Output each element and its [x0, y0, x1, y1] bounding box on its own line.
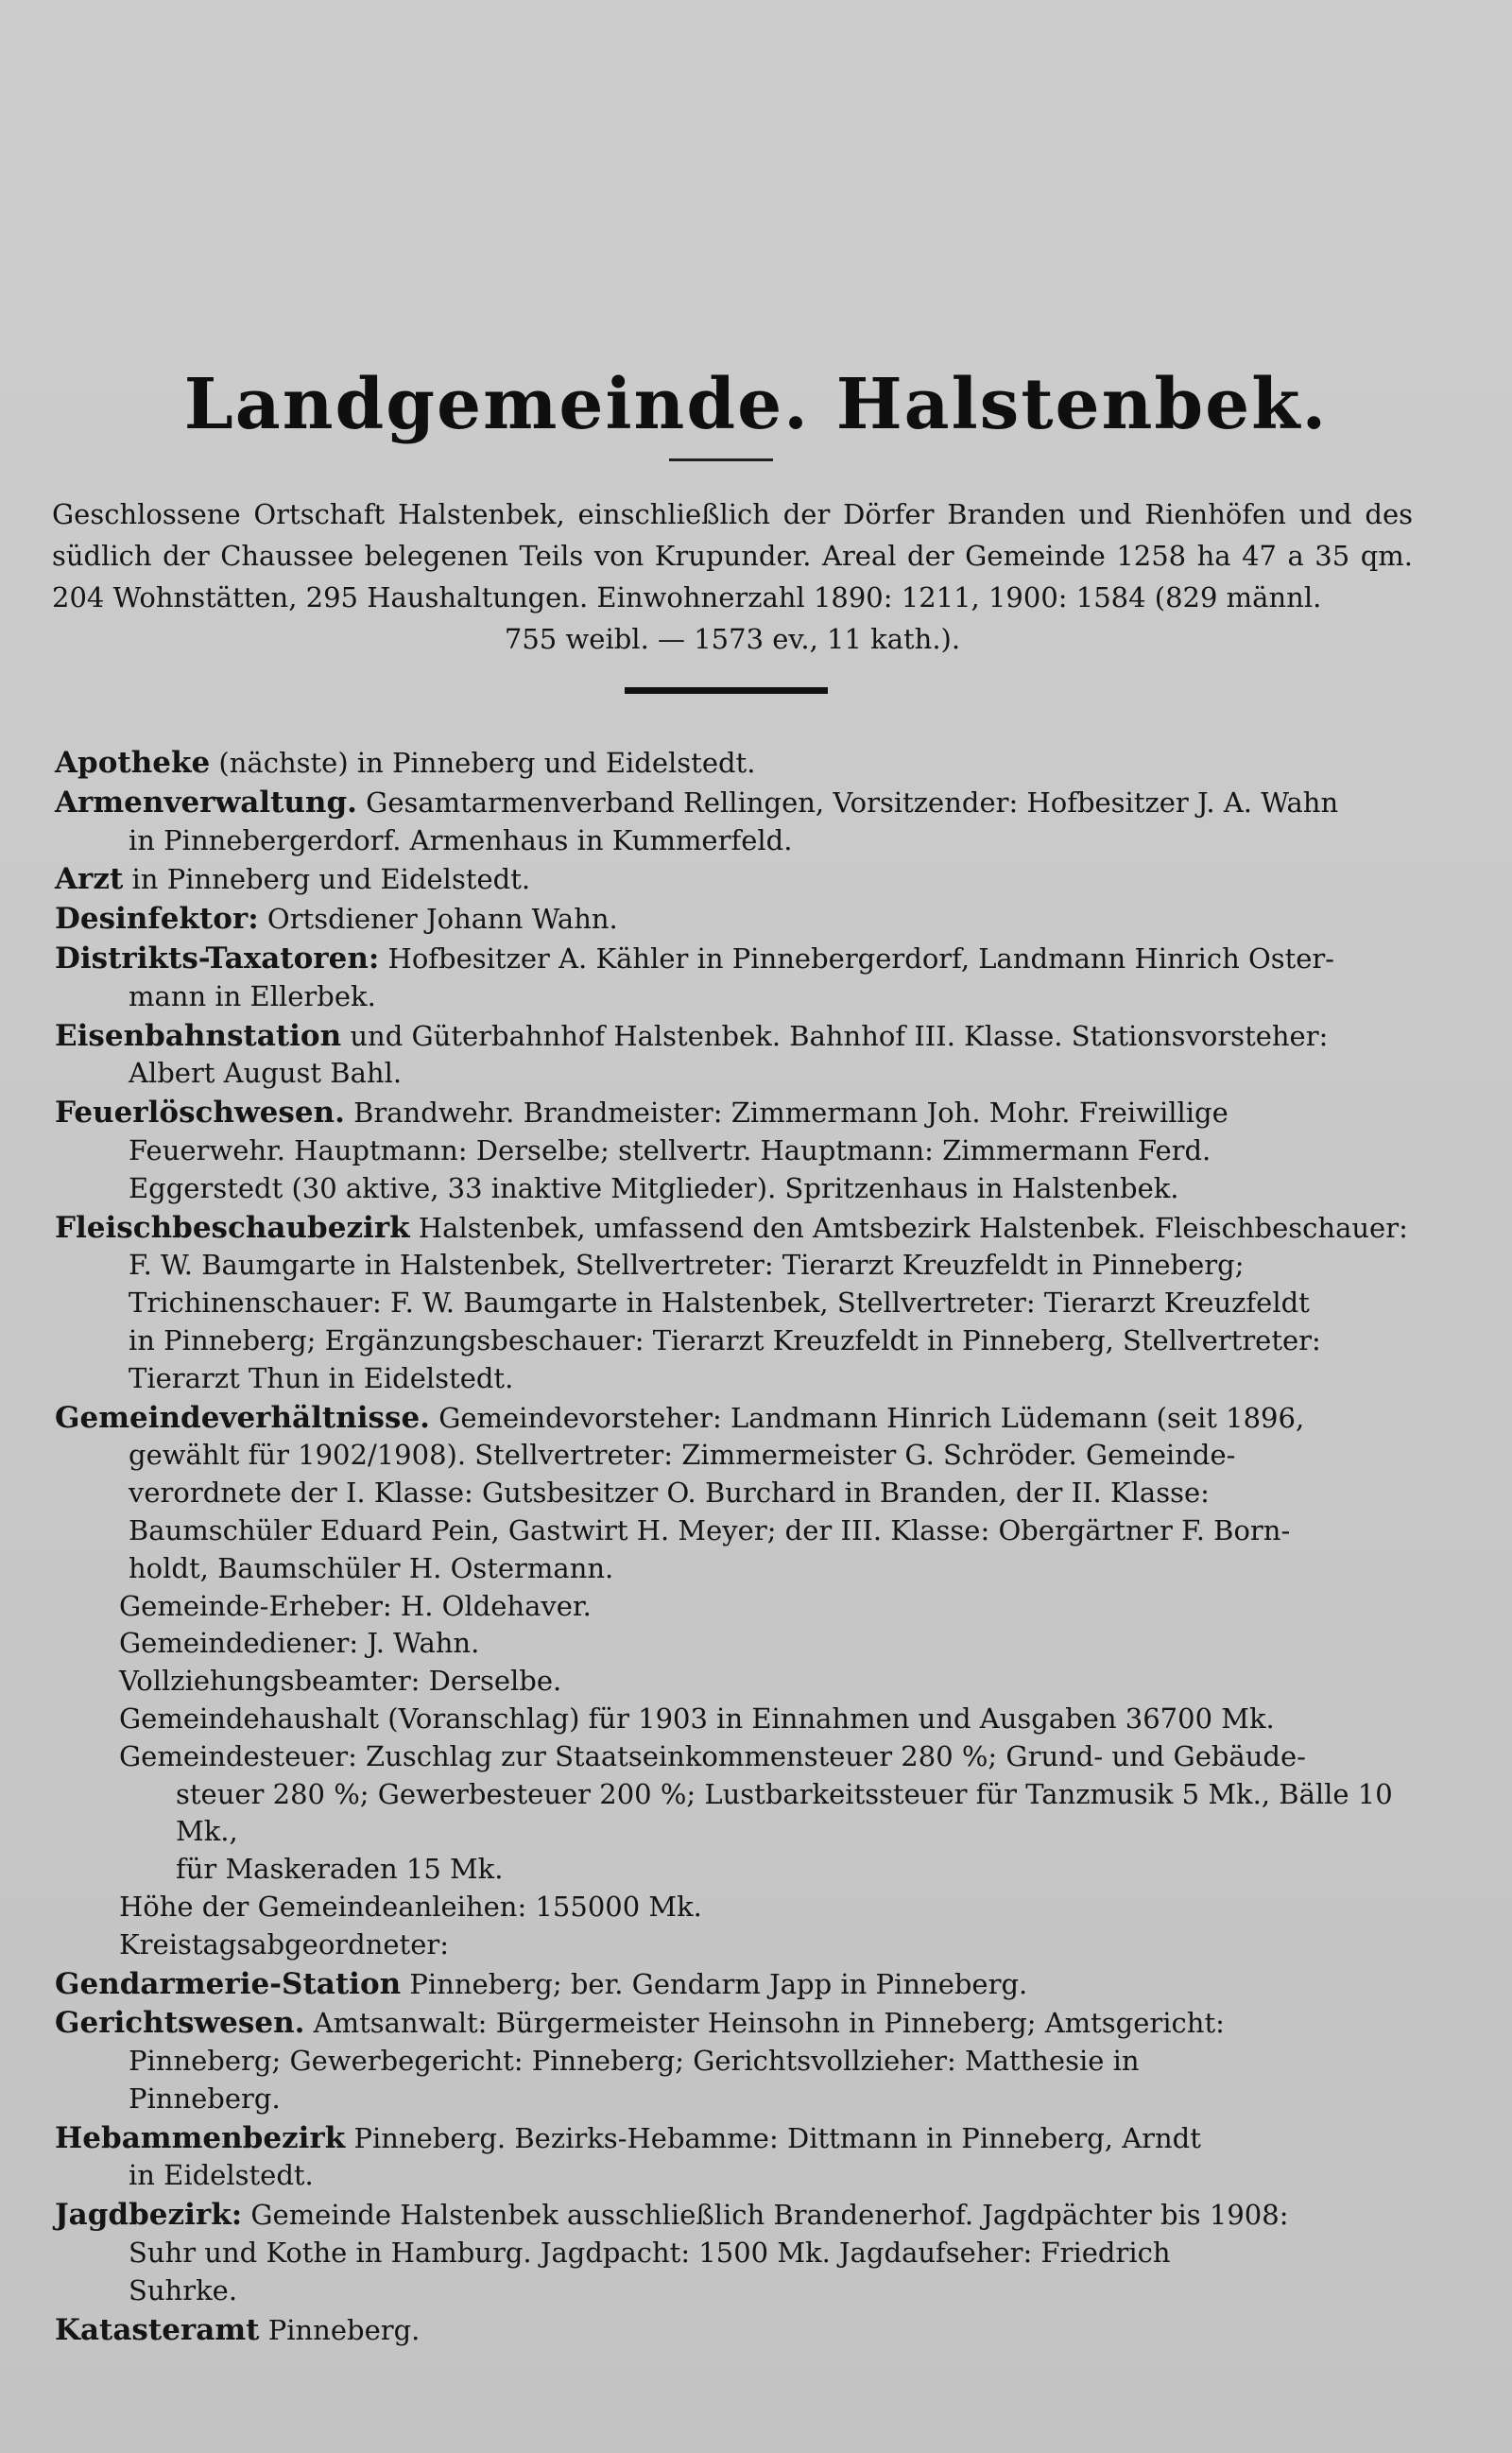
entry-first-line: [55, 1095, 1408, 1132]
directory-entry: [55, 901, 1408, 939]
directory-entry: [55, 2005, 1408, 2117]
entry-text: Pinneberg; ber. Gendarm Japp in Pinneberg.: [409, 1967, 1028, 2000]
entry-term: Gendarmerie-Station: [55, 1966, 402, 2001]
entry-first-line: [55, 1966, 1408, 2004]
entry-term: Desinfektor:: [55, 902, 259, 937]
entry-first-line: [55, 2197, 1408, 2235]
entry-text: (nächste) in Pinneberg und Eidelstedt.: [218, 747, 756, 779]
entry-term: Armenverwaltung.: [55, 785, 357, 820]
directory-entry: [55, 2197, 1408, 2309]
sub-entry: Gemeinde-Erheber: H. Oldehaver.: [119, 1589, 592, 1622]
entry-term: Jagdbezirk:: [55, 2198, 243, 2233]
directory-entry: [55, 1095, 1408, 1207]
entry-text: Gemeindevorsteher: Landmann Hinrich Lüdemann (seit 1896,: [438, 1401, 1305, 1434]
entry-first-line: [55, 2120, 1408, 2158]
entry-continuation: Trichinenschauer: F. W. Baumgarte in Halstenbek, Stellvertreter: Tierarzt Kreuzfeldt: [129, 1287, 1310, 1320]
sub-entry-continuation: steuer 280 %; Gewerbesteuer 200 %; Lustbarkeitssteuer für Tanzmusik 5 Mk., Bälle 10 Mk.,: [176, 1777, 1393, 1848]
entry-text: in Pinneberg und Eidelstedt.: [131, 863, 531, 896]
directory-entries: [55, 745, 1408, 2351]
entry-continuation: in Pinneberg; Ergänzungsbeschauer: Tierarzt Kreuzfeldt in Pinneberg, Stellvertreter:: [129, 1323, 1321, 1356]
entry-text: Gemeinde Halstenbek ausschließlich Brandenerhof. Jagdpächter bis 1908:: [250, 2199, 1289, 2232]
sub-entry: Kreistagsabgeordneter:: [119, 1927, 449, 1961]
entry-continuation: mann in Ellerbek.: [129, 979, 376, 1012]
directory-entry: [55, 1966, 1408, 2004]
sub-entry: Gemeindesteuer: Zuschlag zur Staatseinkommensteuer 280 %; Grund- und Gebäude-: [119, 1739, 1306, 1772]
directory-entry: [55, 941, 1408, 1016]
entry-text: Halstenbek, umfassend den Amtsbezirk Halstenbek. Fleischbeschauer:: [418, 1211, 1408, 1244]
entry-continuation: Pinneberg.: [129, 2082, 281, 2115]
entry-text: Ortsdiener Johann Wahn.: [266, 903, 618, 936]
entry-term: Feuerlöschwesen.: [55, 1096, 345, 1131]
entry-continuation: Tierarzt Thun in Eidelstedt.: [129, 1361, 514, 1394]
page-title: Landgemeinde. Halstenbek.: [183, 364, 1329, 445]
entry-first-line: [55, 941, 1408, 978]
entry-continuation: gewählt für 1902/1908). Stellvertreter: Zimmermeister G. Schröder. Gemeinde-: [129, 1439, 1236, 1472]
entry-first-line: [55, 785, 1408, 822]
entry-first-line: [55, 861, 1408, 899]
title-divider: [669, 458, 773, 461]
entry-text: Amtsanwalt: Bürgermeister Heinsohn in Pinneberg; Amtsgericht:: [313, 2007, 1225, 2040]
sub-entry: Gemeindediener: J. Wahn.: [119, 1627, 480, 1660]
sub-entry: Höhe der Gemeindeanleihen: 155000 Mk.: [119, 1890, 702, 1923]
directory-entry: [55, 2312, 1408, 2350]
entry-first-line: [55, 2005, 1408, 2043]
entry-first-line: [55, 1400, 1408, 1438]
directory-entry: [55, 745, 1408, 783]
entry-first-line: [55, 901, 1408, 939]
entry-term: Gerichtswesen.: [55, 2006, 305, 2041]
sub-entry: Vollziehungsbeamter: Derselbe.: [119, 1665, 562, 1698]
directory-entry: [55, 1400, 1408, 1964]
entry-first-line: [55, 1018, 1408, 1056]
entry-continuation: holdt, Baumschüler H. Ostermann.: [129, 1551, 614, 1584]
entry-term: Arzt: [55, 862, 124, 897]
sub-entry-continuation: für Maskeraden 15 Mk.: [176, 1853, 504, 1886]
entry-continuation: Feuerwehr. Hauptmann: Derselbe; stellvertr. Hauptmann: Zimmermann Ferd.: [129, 1133, 1211, 1166]
intro-paragraph: [52, 493, 1413, 660]
entry-text: Hofbesitzer A. Kähler in Pinnebergerdorf, Landmann Hinrich Oster-: [387, 941, 1335, 975]
directory-entry: [55, 1210, 1408, 1398]
entry-term: Hebammenbezirk: [55, 2120, 346, 2155]
intro-line: 204 Wohnstätten, 295 Haushaltungen. Einwohnerzahl 1890: 1211, 1900: 1584 (829 männl.: [52, 581, 1322, 613]
entry-term: Distrikts-Taxatoren:: [55, 941, 380, 976]
entry-text: und Güterbahnhof Halstenbek. Bahnhof III. Klasse. Stationsvorsteher:: [350, 1019, 1329, 1052]
directory-entry: [55, 2120, 1408, 2196]
entry-continuation: Pinneberg; Gewerbegericht: Pinneberg; Gerichtsvollzieher: Matthesie in: [129, 2045, 1140, 2078]
entry-text: Gesamtarmenverband Rellingen, Vorsitzender: Hofbesitzer J. A. Wahn: [366, 786, 1339, 819]
entry-text: Brandwehr. Brandmeister: Zimmermann Joh. Mohr. Freiwillige: [353, 1097, 1228, 1130]
entry-term: Katasteramt: [55, 2312, 260, 2347]
entry-continuation: Albert August Bahl.: [129, 1057, 403, 1090]
entry-term: Apotheke: [55, 746, 211, 780]
entry-term: Eisenbahnstation: [55, 1018, 342, 1053]
entry-term: Fleischbeschaubezirk: [55, 1210, 410, 1245]
entry-first-line: [55, 745, 1408, 783]
section-divider: [625, 687, 828, 694]
entry-term: Gemeindeverhältnisse.: [55, 1400, 430, 1435]
entry-continuation: verordnete der I. Klasse: Gutsbesitzer O. Burchard in Branden, der II. Klasse:: [129, 1477, 1210, 1510]
intro-line: 755 weibl. — 1573 ev., 11 kath.).: [504, 623, 961, 655]
intro-line: Geschlossene Ortschaft Halstenbek, einschließlich der Dörfer Branden und Rienhöfen und des: [52, 498, 1413, 530]
directory-entry: [55, 1018, 1408, 1094]
entry-continuation: in Pinnebergerdorf. Armenhaus in Kummerfeld.: [129, 823, 793, 856]
entry-continuation: Eggerstedt (30 aktive, 33 inaktive Mitglieder). Spritzenhaus in Halstenbek.: [129, 1171, 1179, 1204]
entry-continuation: Baumschüler Eduard Pein, Gastwirt H. Meyer; der III. Klasse: Obergärtner F. Born-: [129, 1513, 1291, 1546]
directory-entry: [55, 785, 1408, 860]
entry-text: Pinneberg. Bezirks-Hebamme: Dittmann in Pinneberg, Arndt: [353, 2121, 1201, 2154]
directory-entry: [55, 861, 1408, 899]
entry-first-line: [55, 2312, 1408, 2350]
entry-text: Pinneberg.: [267, 2313, 421, 2346]
intro-line: südlich der Chaussee belegenen Teils von Krupunder. Areal der Gemeinde 1258 ha 47 a 35 qm.: [52, 540, 1413, 572]
entry-first-line: [55, 1210, 1408, 1248]
entry-continuation: Suhr und Kothe in Hamburg. Jagdpacht: 1500 Mk. Jagdaufseher: Friedrich: [129, 2237, 1171, 2270]
sub-entry: Gemeindehaushalt (Voranschlag) für 1903 in Einnahmen und Ausgaben 36700 Mk.: [119, 1702, 1275, 1735]
entry-continuation: Suhrke.: [129, 2273, 238, 2306]
entry-continuation: in Eidelstedt.: [129, 2159, 314, 2192]
entry-continuation: F. W. Baumgarte in Halstenbek, Stellvertreter: Tierarzt Kreuzfeldt in Pinneberg;: [129, 1249, 1245, 1282]
